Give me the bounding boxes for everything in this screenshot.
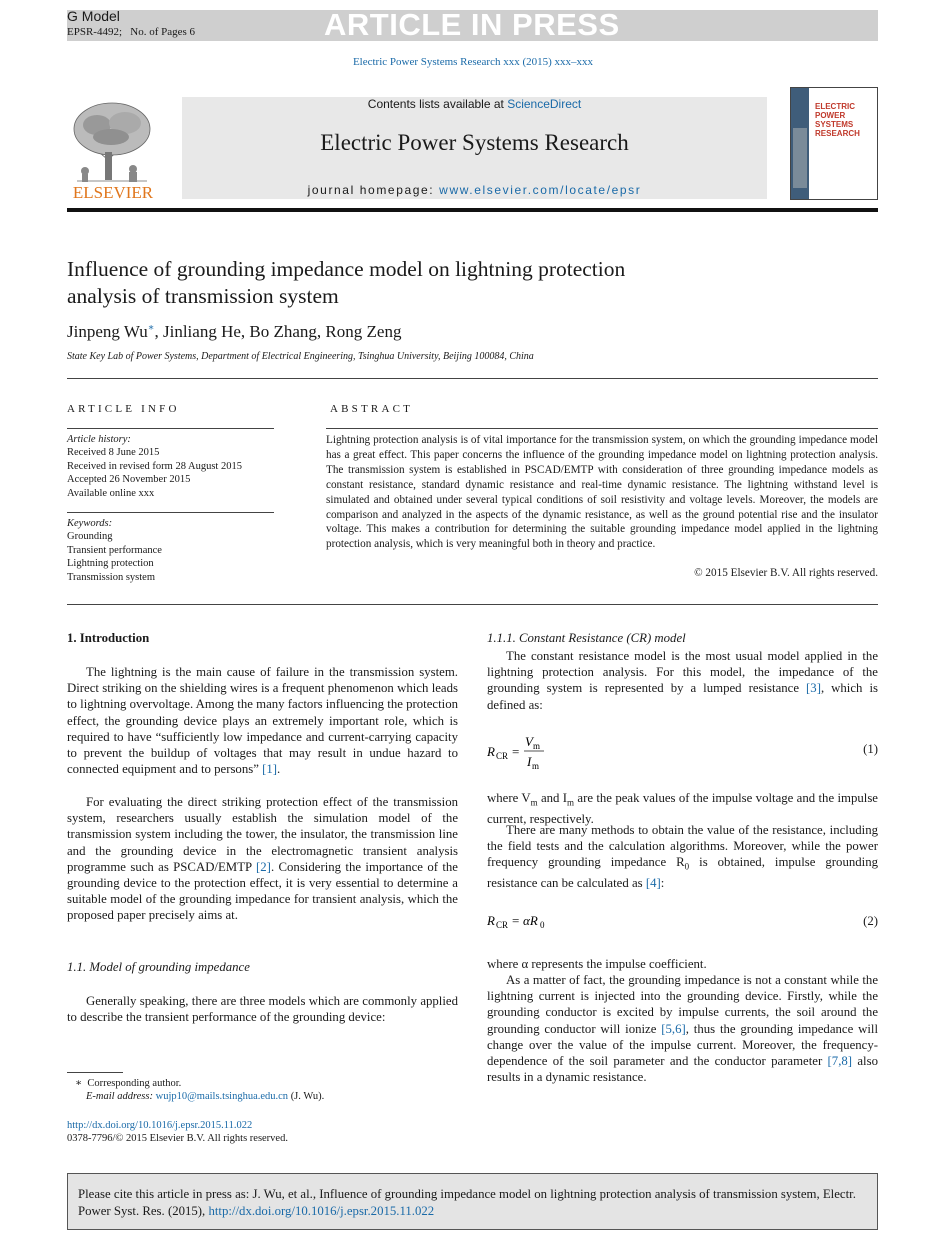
intro-p2-rest: . Considering the importance of the grounding device to the protection effect, it is very essential to determine a suitable model of the grounding impedance for transient analysis, which the proposed paper precisely aims at. xyxy=(67,859,458,923)
elsevier-tree-icon xyxy=(67,97,159,201)
equation-2-number: (2) xyxy=(863,914,878,928)
intro-p2-text: For evaluating the direct striking protection effect of the transmission system, researchers usually establish the simulation model of the transmission system including the tower, the insulator, the transmission line and the grounding device in the electromagnetic transient analysis programme such as PSCAD/EMTP xyxy=(67,795,458,874)
cr-paragraph-2: where $V_m$ and $I_m$ are the peak values of the impulse voltage and the impulse current, respectively. xyxy=(487,791,878,826)
email-label: E-mail address: xyxy=(86,1091,156,1103)
keywords-label: Keywords: xyxy=(67,518,113,529)
svg-text:=: = xyxy=(512,913,520,928)
cr-paragraph-4: where α represents the impulse coefficient. xyxy=(487,957,707,971)
cr-p2-text: where V xyxy=(487,791,531,805)
footnote-marker: ∗ xyxy=(75,1078,83,1089)
abstract-rule xyxy=(326,428,878,429)
info-rule-2 xyxy=(67,512,274,513)
model-paragraph: Generally speaking, there are three models which are commonly applied to describe the transient performance of the grounding device: xyxy=(67,994,458,1025)
affiliation: State Key Lab of Power Systems, Department of Electrical Engineering, Tsinghua University, Beijing 100084, China xyxy=(67,351,534,362)
coauthors: , Jinliang He, Bo Zhang, Rong Zeng xyxy=(154,322,402,341)
cr-paragraph-1 xyxy=(487,648,878,713)
equation-2-formula xyxy=(487,910,557,932)
svg-text:m: m xyxy=(533,741,541,751)
ref-7-8-link[interactable]: [7,8] xyxy=(827,1054,853,1069)
article-title xyxy=(67,256,787,310)
ref-4-link[interactable]: [4] xyxy=(645,876,661,891)
cr-p1-text: The constant resistance model is the most usual model applied in the lightning protection analysis. For this model, the impedance of the grounding system is represented by a lumped resistance xyxy=(487,649,878,696)
email-owner: (J. Wu). xyxy=(288,1091,325,1103)
cr-p3-end: : xyxy=(660,876,665,891)
doi-block xyxy=(67,1119,458,1146)
elsevier-wordmark: ELSEVIER xyxy=(72,183,154,201)
received-date: Received 8 June 2015 xyxy=(67,447,160,459)
ref-5-6-link[interactable]: [5,6] xyxy=(661,1021,686,1036)
svg-text:CR: CR xyxy=(496,920,509,930)
intro-p1-text: The lightning is the main cause of failure in the transmission system. Direct striking on the shielding wires is a frequent phenomenon which leads to lightning overvoltage. Among the many factors influencing the protection effect, the grounding device plays an extremely important role, which is required to have “sufficiently low impedance and current-carrying capacity to prevent the buildup of voltages that may result in undue hazard to connected equipment and to persons” xyxy=(67,665,458,777)
accepted-date: Accepted 26 November 2015 xyxy=(67,474,191,486)
intro-p1-end: . xyxy=(277,762,281,777)
journal-cover-thumbnail[interactable] xyxy=(790,87,878,200)
author-wu: Jinpeng Wu xyxy=(67,322,148,341)
doi-link[interactable]: http://dx.doi.org/10.1016/j.epsr.2015.11.022 xyxy=(67,1120,253,1131)
title-line1: Influence of grounding impedance model on lightning protection xyxy=(67,257,626,281)
corresponding-author-label: Corresponding author. xyxy=(87,1078,182,1089)
svg-text:R: R xyxy=(487,913,495,928)
title-line2: analysis of transmission system xyxy=(67,284,339,308)
svg-text:I: I xyxy=(527,754,532,769)
keyword-item: Grounding xyxy=(67,531,113,543)
cover-title-line2: SYSTEMS RESEARCH xyxy=(815,120,860,138)
equation-1-number: (1) xyxy=(863,742,878,756)
cr-p5-mid: , thus the grounding impedance will change over the value of the impulse current. Moreover, the frequency-dependence of the soil parameter and the conductor parameter xyxy=(487,1021,878,1069)
author-email-link[interactable]: wujp10@mails.tsinghua.edu.cn xyxy=(155,1091,289,1103)
contents-available xyxy=(182,97,767,111)
ref-3-link[interactable]: [3] xyxy=(806,681,821,696)
sciencedirect-link[interactable]: ScienceDirect xyxy=(507,97,582,111)
svg-text:αR: αR xyxy=(523,913,538,928)
cover-title xyxy=(815,102,877,138)
corresponding-marker[interactable]: ∗ xyxy=(147,322,155,334)
homepage-prefix: journal homepage: xyxy=(307,183,440,197)
ref-1-link[interactable]: [1] xyxy=(262,762,278,777)
svg-text:0: 0 xyxy=(540,920,545,930)
email-footnote xyxy=(75,1090,458,1103)
equation-1-formula xyxy=(487,733,557,771)
svg-text:m: m xyxy=(532,761,540,771)
cite-text-body: Please cite this article in press as: J. Wu, et al., Influence of grounding impedance model on lightning protection analysis of transmission system, Electr. Power Syst. Res. (2015), xyxy=(78,1187,856,1218)
article-history xyxy=(67,433,274,500)
keyword-item: Lightning protection xyxy=(67,558,154,570)
keyword-item: Transmission system xyxy=(67,571,156,583)
cite-doi-link[interactable]: http://dx.doi.org/10.1016/j.epsr.2015.11.022 xyxy=(208,1203,435,1218)
article-in-press-banner: ARTICLE IN PRESS xyxy=(324,7,620,42)
footnote-rule xyxy=(67,1072,123,1073)
equation-1 xyxy=(487,733,557,775)
subsection-1-1-1-title: 1.1.1. Constant Resistance (CR) model xyxy=(487,631,686,645)
cr-p3-mid: is obtained, impulse grounding resistance can be calculated as xyxy=(487,855,878,891)
abstract-text: Lightning protection analysis is of vital importance for the transmission system, on which the grounding impedance model has a great effect. This paper concerns the influence of the grounding impedance model on lightning protection analysis. The transmission system is established in PSCAD/EMTP with consideration of three grounding impedance models as constant resistance, standard dynamic resistance and real-time dynamic resistance. The lightning withstand level is simulated and obtained under several typical conditions of soil resistivity and voltage levels. Moreover, the models are comparison and analyzed in the aspects of the dynamic resistance, as well as the ground potential rise and the insulator voltage. This makes a contribution for determining the suitable grounding impedance model applied in the lightning protection analysis, which is very meaningful both in theory and practice. xyxy=(326,434,878,551)
cover-image xyxy=(793,128,807,188)
section-1-title: 1. Introduction xyxy=(67,631,150,645)
journal-name: Electric Power Systems Research xyxy=(320,130,629,155)
author-list xyxy=(67,322,401,342)
contents-prefix: Contents lists available at xyxy=(367,97,508,111)
issn-line: 0378-7796/© 2015 Elsevier B.V. All rights reserved. xyxy=(67,1133,288,1145)
cr-paragraph-5 xyxy=(487,972,878,1085)
svg-text:V: V xyxy=(525,734,533,749)
corresponding-footnote xyxy=(75,1077,458,1090)
cr-p5-text: As a matter of fact, the grounding impedance is not a constant while the lightning current is injected into the grounding device. Firstly, while the grounding conductor is excited by impulse currents, the soil around the grounding conductor will ionize xyxy=(487,973,878,1036)
elsevier-logo xyxy=(67,97,159,201)
page-count: No. of Pages 6 xyxy=(130,26,196,38)
cr-p2-rest: are the peak values of the impulse voltage and the impulse current, respectively. xyxy=(487,791,878,826)
ref-2-link[interactable]: [2] xyxy=(256,859,271,874)
manuscript-ref xyxy=(67,26,195,38)
svg-text:=: = xyxy=(512,744,520,759)
history-label: Article history: xyxy=(67,434,131,445)
header-divider xyxy=(67,208,878,212)
online-date: Available online xxx xyxy=(67,487,155,499)
cr-paragraph-3: There are many methods to obtain the value of the resistance, including the field tests and the calculation algorithms. Moreover, while the power frequency grounding impedance $R_0$ is obtained, impulse grounding resistance can be calculated as [4]: xyxy=(487,823,878,891)
intro-paragraph-2 xyxy=(67,794,458,924)
svg-text:CR: CR xyxy=(496,751,509,761)
cr-p3-text: There are many methods to obtain the value of the resistance, including the field tests and the calculation algorithms. Moreover, while the power frequency grounding impedance R xyxy=(487,823,878,870)
ref-code: EPSR-4492; xyxy=(67,26,123,38)
revised-date: Received in revised form 28 August 2015 xyxy=(67,460,242,472)
abstract-heading: ABSTRACT xyxy=(330,403,414,415)
intro-paragraph-1 xyxy=(67,664,458,777)
keywords xyxy=(67,517,274,584)
title-divider xyxy=(67,378,878,379)
cr-p2-mid: and I xyxy=(537,791,568,805)
cr-p5-end: also results in a dynamic resistance. xyxy=(487,1054,878,1085)
svg-text:R: R xyxy=(487,744,495,759)
info-rule-1 xyxy=(67,428,274,429)
cr-p1-rest: , which is defined as: xyxy=(487,681,878,712)
cite-this-article-text xyxy=(78,1186,878,1219)
abstract-copyright: © 2015 Elsevier B.V. All rights reserved. xyxy=(694,567,878,579)
article-info-heading: ARTICLE INFO xyxy=(67,403,180,415)
keyword-item: Transient performance xyxy=(67,544,162,556)
abstract-divider xyxy=(67,604,878,605)
footnotes xyxy=(75,1077,458,1104)
cover-title-line1: ELECTRIC POWER xyxy=(815,102,855,120)
journal-homepage xyxy=(182,183,767,197)
journal-citation-line[interactable]: Electric Power Systems Research xxx (2015) xxx–xxx xyxy=(352,56,594,68)
equation-2 xyxy=(487,910,557,937)
g-model-label: G Model xyxy=(67,8,120,24)
subsection-1-1-title: 1.1. Model of grounding impedance xyxy=(67,960,250,974)
homepage-link[interactable]: www.elsevier.com/locate/epsr xyxy=(439,183,642,197)
